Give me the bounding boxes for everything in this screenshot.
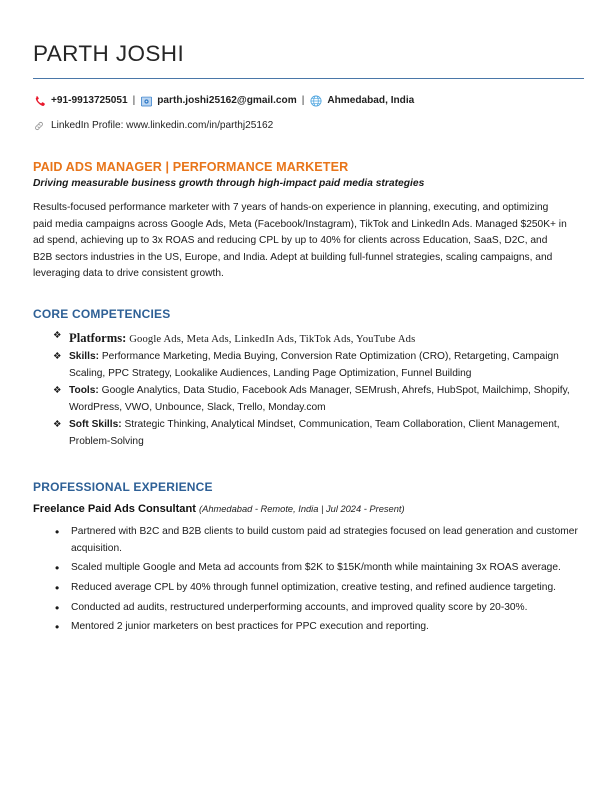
- competency-item-platforms: [33, 328, 584, 349]
- experience-bullet-text: Reduced average CPL by 40% through funnel optimization, creative testing, and refined audience targeting.: [71, 581, 556, 593]
- round-bullet-icon: •: [55, 525, 60, 540]
- header-divider: [33, 78, 584, 79]
- link-icon: [33, 120, 45, 132]
- phone-number[interactable]: +91-9913725051: [51, 95, 128, 106]
- experience-bullet-text: Mentored 2 junior marketers on best practices for PPC execution and reporting.: [71, 621, 429, 633]
- competency-value: Google Ads, Meta Ads, LinkedIn Ads, TikTok Ads, YouTube Ads: [129, 333, 416, 345]
- experience-bullet-text: Scaled multiple Google and Meta ad accounts from $2K to $15K/month while maintaining 3x ROAS average.: [71, 562, 561, 574]
- professional-tagline: Driving measurable business growth through high-impact paid media strategies: [33, 178, 425, 190]
- job-title: [33, 503, 584, 515]
- email-icon: [141, 96, 152, 107]
- round-bullet-icon: •: [55, 620, 60, 635]
- candidate-name: PARTH JOSHI: [33, 41, 185, 66]
- phone-icon: [33, 95, 46, 108]
- email-address[interactable]: parth.joshi25162@gmail.com: [157, 95, 297, 106]
- job-meta: (Ahmedabad - Remote, India | Jul 2024 - Present): [199, 504, 405, 515]
- competency-label: Platforms:: [69, 330, 127, 345]
- contact-separator-2: |: [301, 95, 305, 106]
- diamond-bullet-icon: ❖: [53, 385, 62, 397]
- experience-bullet: [33, 560, 584, 577]
- experience-bullet: [33, 580, 584, 597]
- competency-value: Google Analytics, Data Studio, Facebook Ads Manager, SEMrush, Ahrefs, HubSpot, Mailchimp, Shopify, WordPress, VWO, Unbounce, Slack, Trello, Monday.com: [69, 385, 570, 413]
- round-bullet-icon: •: [55, 561, 60, 576]
- experience-bullet-list: [33, 524, 584, 635]
- contact-separator-1: |: [132, 95, 136, 106]
- round-bullet-icon: •: [55, 580, 60, 595]
- competency-label: Tools:: [69, 385, 99, 397]
- professional-headline: PAID ADS MANAGER | PERFORMANCE MARKETER: [33, 160, 349, 175]
- diamond-bullet-icon: ❖: [53, 329, 62, 341]
- competency-label: Soft Skills:: [69, 419, 122, 431]
- experience-bullet-text: Partnered with B2C and B2B clients to build custom paid ad strategies focused on lead generation and customer acquisition.: [71, 526, 578, 554]
- competency-item-soft-skills: [33, 417, 584, 450]
- header: [33, 40, 584, 133]
- job-title-text: Freelance Paid Ads Consultant: [33, 503, 196, 516]
- competency-item-tools: [33, 383, 584, 416]
- globe-icon: [310, 95, 322, 107]
- linkedin-profile[interactable]: LinkedIn Profile: www.linkedin.com/in/parthj25162: [51, 120, 274, 132]
- competency-value: Performance Marketing, Media Buying, Conversion Rate Optimization (CRO), Retargeting, Campaign Scaling, PPC Strategy, Lookalike Audiences, Landing Page Optimization, Funnel Building: [69, 351, 559, 379]
- round-bullet-icon: •: [55, 600, 60, 615]
- contact-row-primary: [33, 94, 584, 108]
- competency-label: Skills:: [69, 351, 100, 363]
- contact-row-linkedin: [33, 119, 584, 133]
- competency-item-skills: [33, 349, 584, 382]
- core-competencies-list: [33, 328, 584, 451]
- experience-bullet: [33, 524, 584, 557]
- section-heading-professional-experience: PROFESSIONAL EXPERIENCE: [33, 480, 213, 495]
- experience-bullet: [33, 619, 584, 636]
- professional-summary: Results-focused performance marketer with 7 years of hands-on experience in planning, executing, and optimizing paid media campaigns across Google Ads, Meta (Facebook/Instagram), TikTok and LinkedIn Ads. Managed $250K+ in ad spend, achieving up to 3x ROAS and reducing CPL by up to 40% for clients across Education, SaaS, D2C, and B2B sectors industries in the US, Europe, and India. Adept at building full-funnel strategies, scaling campaigns, and leveraging data to drive consistent growth.: [33, 202, 567, 280]
- experience-bullet-text: Conducted ad audits, restructured underperforming accounts, and improved quality score by 20-30%.: [71, 601, 528, 613]
- experience-bullet: [33, 600, 584, 617]
- diamond-bullet-icon: ❖: [53, 351, 62, 363]
- location: Ahmedabad, India: [327, 95, 415, 106]
- diamond-bullet-icon: ❖: [53, 419, 62, 431]
- section-heading-core-competencies: CORE COMPETENCIES: [33, 306, 171, 321]
- competency-value: Strategic Thinking, Analytical Mindset, Communication, Team Collaboration, Client Management, Problem-Solving: [69, 419, 560, 447]
